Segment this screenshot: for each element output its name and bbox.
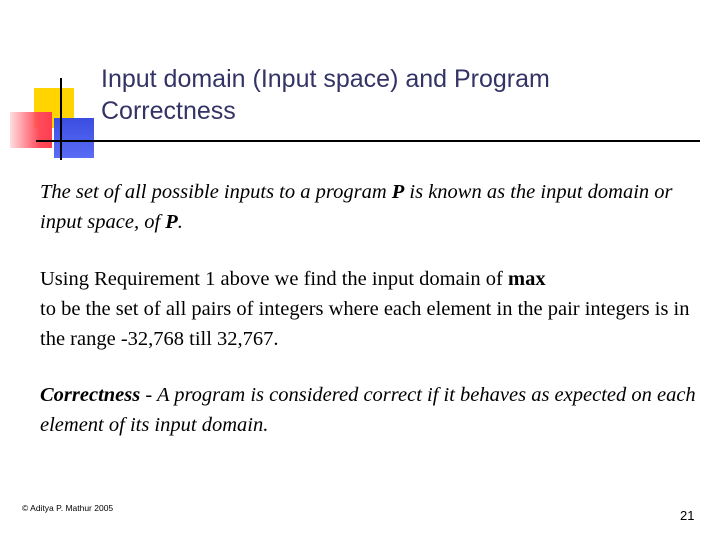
title-line-1: Input domain (Input space) and Program [101, 65, 550, 93]
horizontal-line-shape [36, 140, 100, 142]
paragraph-max-domain [40, 264, 700, 354]
title-underline [100, 140, 700, 142]
p2-max-keyword: max [508, 268, 546, 290]
title-line-2: Correctness [101, 97, 236, 125]
footer-copyright: © Aditya P. Mathur 2005 [22, 503, 114, 513]
page-number: 21 [680, 508, 695, 523]
red-square-shape [10, 112, 52, 148]
p2-text-2: to be the set of all pairs of integers where each element in the pair integers is in the range -32,768 till 32,767. [40, 298, 690, 350]
slide-title [101, 63, 701, 127]
vertical-line-shape [60, 78, 62, 160]
p3-definition: - A program is considered correct if it behaves as expected on each element of its input domain. [40, 384, 696, 436]
p2-text-1: Using Requirement 1 above we find the input domain of [40, 268, 508, 290]
paragraph-correctness [40, 380, 700, 440]
p1-program-p: P [391, 181, 405, 203]
p1-text-1: The set of all possible inputs to a program [40, 181, 392, 203]
p1-program-p-2: P [165, 211, 178, 233]
corner-logo-decoration [0, 0, 110, 170]
paragraph-input-domain [40, 177, 700, 237]
p1-text-2: is known as the input domain or input space, of [40, 181, 673, 233]
p3-correctness-term: Correctness [40, 384, 141, 406]
p1-text-3: . [177, 211, 183, 233]
